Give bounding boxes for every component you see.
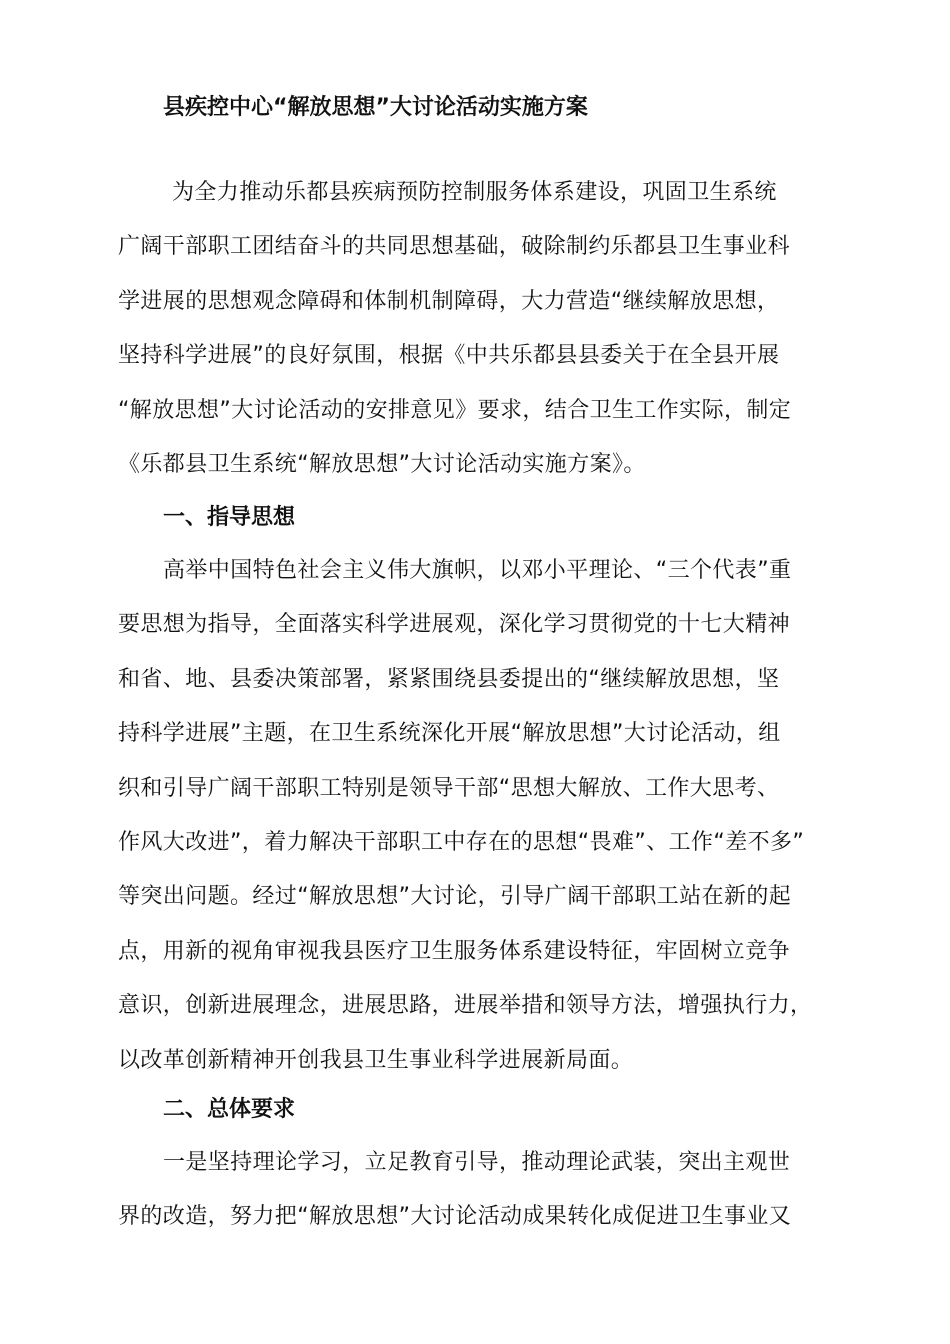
paragraph-line: 持科学进展”主题，在卫生系统深化开展“解放思想”大讨论活动，组 — [118, 721, 781, 747]
paragraph-line: 以改革创新精神开创我县卫生事业科学进展新局面。 — [118, 1047, 634, 1073]
paragraph-line: 《乐都县卫生系统“解放思想”大讨论活动实施方案》。 — [118, 452, 646, 478]
paragraph-line: 作风大改进”，着力解决干部职工中存在的思想“畏难”、工作“差不多” — [118, 830, 805, 856]
paragraph-line: 和省、地、县委决策部署，紧紧围绕县委提出的“继续解放思想，坚 — [118, 666, 780, 692]
section-heading-general-requirements: 二、总体要求 — [163, 1097, 296, 1122]
paragraph-line: 坚持科学进展”的良好氛围，根据《中共乐都县县委关于在全县开展 — [118, 343, 780, 369]
intro-paragraph — [118, 166, 830, 492]
paragraph-line: 一是坚持理论学习，立足教育引导，推动理论武装，突出主观世 — [163, 1150, 791, 1175]
section-heading-guiding-ideology: 一、指导思想 — [163, 505, 296, 530]
paragraph-line: 要思想为指导，全面落实科学进展观，深化学习贯彻党的十七大精神 — [118, 612, 791, 638]
section1-paragraph — [118, 544, 830, 1088]
paragraph-line: 广阔干部职工团结奋斗的共同思想基础，破除制约乐都县卫生事业科 — [118, 234, 791, 260]
paragraph-line: “解放思想”大讨论活动的安排意见》要求，结合卫生工作实际，制定 — [118, 397, 792, 423]
paragraph-line: 点，用新的视角审视我县医疗卫生服务体系建设特征，牢固树立竞争 — [118, 938, 791, 964]
paragraph-line: 意识，创新进展理念，进展思路，进展举措和领导方法，增强执行力， — [118, 993, 813, 1019]
paragraph-line: 高举中国特色社会主义伟大旗帜，以邓小平理论、“三个代表”重 — [163, 558, 792, 583]
document-title: 县疾控中心“解放思想”大讨论活动实施方案 — [163, 95, 588, 120]
paragraph-line: 学进展的思想观念障碍和体制机制障碍，大力营造“继续解放思想， — [118, 288, 780, 314]
paragraph-line: 界的改造，努力把“解放思想”大讨论活动成果转化成促进卫生事业又 — [118, 1204, 792, 1230]
paragraph-line: 等突出问题。经过“解放思想”大讨论，引导广阔干部职工站在新的起 — [118, 884, 792, 910]
paragraph-line: 织和引导广阔干部职工特别是领导干部“思想大解放、工作大思考、 — [118, 775, 780, 801]
paragraph-line: 为全力推动乐都县疾病预防控制服务体系建设，巩固卫生系统 — [172, 180, 777, 205]
section2-paragraph — [118, 1136, 830, 1245]
